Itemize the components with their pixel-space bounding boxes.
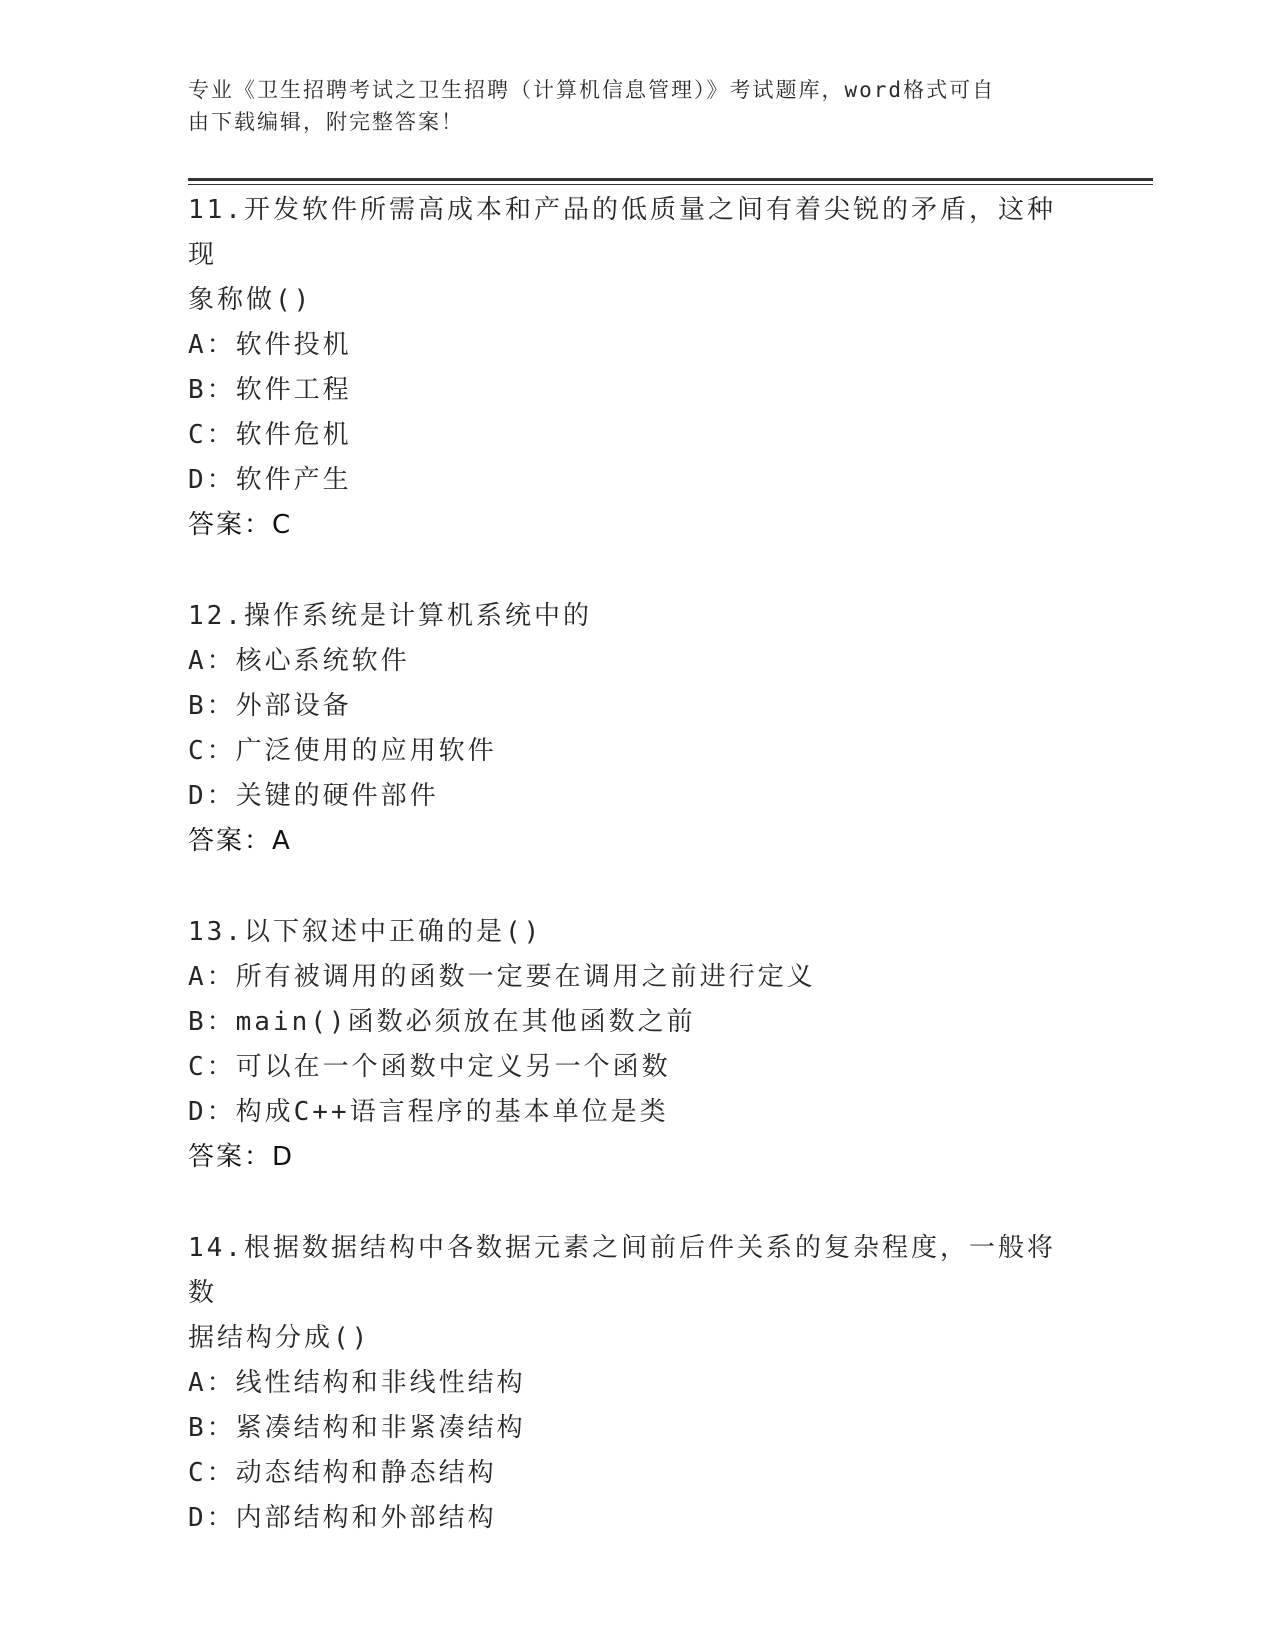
option-c: C：动态结构和静态结构 (188, 1458, 497, 1488)
question-stem-continued: 象称做() (188, 285, 313, 315)
option-b: B：紧凑结构和非紧凑结构 (188, 1413, 526, 1443)
option-b: B：main()函数必须放在其他函数之前 (188, 1007, 696, 1037)
header-divider-thin (188, 184, 1153, 185)
option-c: C：软件危机 (188, 420, 352, 450)
question-11 (188, 188, 1078, 548)
question-list (188, 188, 1078, 1587)
header-line-1: 专业《卫生招聘考试之卫生招聘（计算机信息管理）》考试题库，word格式可自 (188, 78, 996, 102)
option-a: A：所有被调用的函数一定要在调用之前进行定义 (188, 962, 816, 992)
answer-line: 答案：A (188, 826, 292, 856)
question-13 (188, 910, 1078, 1180)
question-stem: 14.根据数据结构中各数据元素之间前后件关系的复杂程度，一般将数 (188, 1233, 1056, 1308)
question-14 (188, 1226, 1078, 1541)
question-stem: 13.以下叙述中正确的是() (188, 917, 543, 947)
option-a: A：软件投机 (188, 330, 352, 360)
document-header (188, 74, 1068, 138)
question-stem: 12.操作系统是计算机系统中的 (188, 601, 592, 631)
option-c: C：可以在一个函数中定义另一个函数 (188, 1052, 671, 1082)
option-d: D：内部结构和外部结构 (188, 1503, 497, 1533)
answer-line: 答案：D (188, 1142, 295, 1172)
header-divider-thick (188, 178, 1153, 181)
option-b: B：外部设备 (188, 691, 352, 721)
option-a: A：线性结构和非线性结构 (188, 1368, 526, 1398)
answer-line: 答案：C (188, 510, 293, 540)
question-stem-continued: 据结构分成() (188, 1323, 371, 1353)
header-line-2: 由下载编辑，附完整答案！ (188, 110, 464, 134)
option-d: D：构成C++语言程序的基本单位是类 (188, 1097, 669, 1127)
option-a: A：核心系统软件 (188, 646, 410, 676)
option-b: B：软件工程 (188, 375, 352, 405)
option-c: C：广泛使用的应用软件 (188, 736, 497, 766)
question-stem: 11.开发软件所需高成本和产品的低质量之间有着尖锐的矛盾，这种现 (188, 195, 1056, 270)
option-d: D：关键的硬件部件 (188, 781, 439, 811)
question-12 (188, 594, 1078, 864)
option-d: D：软件产生 (188, 465, 352, 495)
